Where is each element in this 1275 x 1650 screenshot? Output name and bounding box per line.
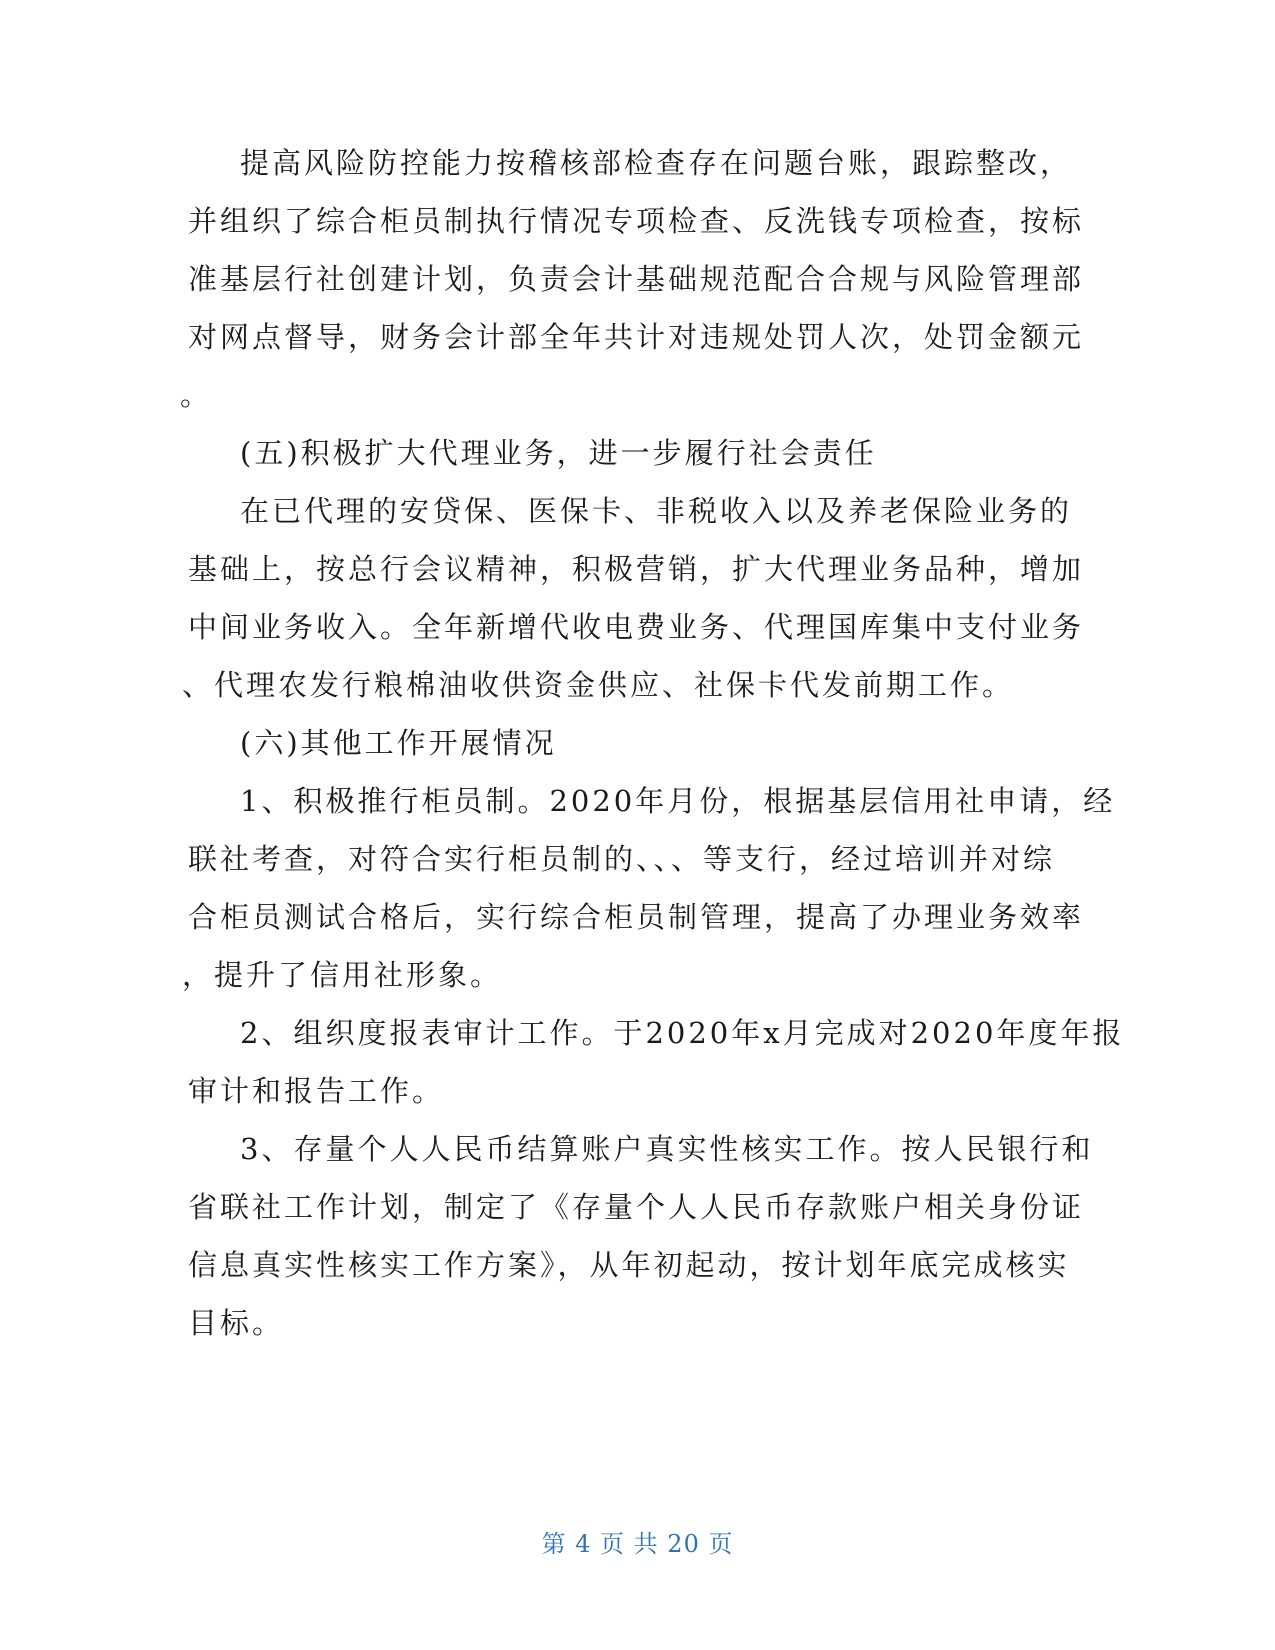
paragraph-line: 对网点督导，财务会计部全年共计对违规处罚人次，处罚金额元 — [188, 320, 1085, 354]
section-heading: (五)积极扩大代理业务，进一步履行社会责任 — [240, 436, 877, 470]
paragraph-line: 基础上，按总行会议精神，积极营销，扩大代理业务品种，增加 — [188, 552, 1085, 586]
paragraph-line: 信息真实性核实工作方案》，从年初起动，按计划年底完成核实 — [188, 1248, 1070, 1282]
paragraph-line: 2、组织度报表审计工作。于2020年x月完成对2020年度年报 — [240, 1016, 1125, 1050]
paragraph-line: 提高风险防控能力按稽核部检查存在问题台账，跟踪整改， — [240, 146, 1073, 180]
paragraph-line: 目标。 — [188, 1306, 285, 1340]
paragraph-line: 在已代理的安贷保、医保卡、非税收入以及养老保险业务的 — [240, 494, 1073, 528]
section-heading: (六)其他工作开展情况 — [240, 726, 557, 760]
paragraph-line: 合柜员测试合格后，实行综合柜员制管理，提高了办理业务效率 — [188, 900, 1085, 934]
paragraph-line: 审计和报告工作。 — [188, 1074, 445, 1108]
paragraph-line: 准基层行社创建计划，负责会计基础规范配合合规与风险管理部 — [188, 262, 1085, 296]
paragraph-line: 3、存量个人人民币结算账户真实性核实工作。按人民银行和 — [240, 1132, 1094, 1166]
paragraph-line: ，提升了信用社形象。 — [182, 958, 503, 992]
paragraph-line: 、代理农发行粮棉油收供资金供应、社保卡代发前期工作。 — [182, 668, 1015, 702]
paragraph-line: 并组织了综合柜员制执行情况专项检查、反洗钱专项检查，按标 — [188, 204, 1085, 238]
paragraph-line: 省联社工作计划，制定了《存量个人人民币存款账户相关身份证 — [188, 1190, 1085, 1224]
paragraph-line: 1、积极推行柜员制。2020年月份，根据基层信用社申请，经 — [240, 784, 1116, 818]
paragraph-line: 。 — [180, 378, 213, 412]
paragraph-line: 中间业务收入。全年新增代收电费业务、代理国库集中支付业务 — [188, 610, 1085, 644]
paragraph-line: 联社考查，对符合实行柜员制的、、、等支行，经过培训并对综 — [188, 842, 1056, 876]
page-number-footer: 第 4 页 共 20 页 — [541, 1530, 734, 1558]
